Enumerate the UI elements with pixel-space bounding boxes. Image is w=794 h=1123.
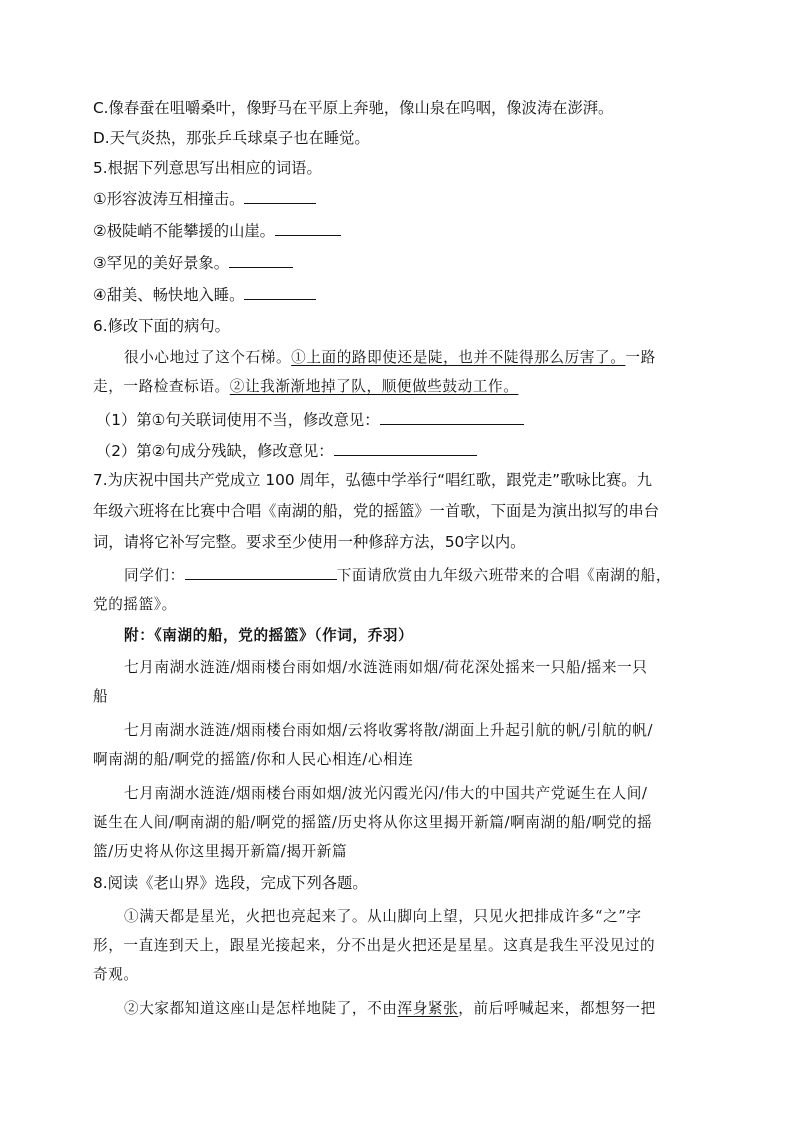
sub-question-text: （1）第①句关联词使用不当，修改意见： (96, 411, 380, 429)
lyric-line: 啊南湖的船/啊党的摇篮/你和人民心相连/心相连 (93, 751, 414, 768)
q8-prompt: 8.阅读《老山界》选段，完成下列各题。 (93, 874, 368, 892)
passage-text: 走，一路检查标语。 (93, 378, 230, 395)
answer-blank[interactable] (185, 565, 337, 580)
q8-para-1-line: 形，一直连到天上，跟星光接起来，分不出是火把还是星星。这真是我生平没见过的 (93, 937, 656, 954)
passage-text: 一路 (625, 349, 656, 366)
lyric-line: 篮/历史将从你这里揭开新篇/揭开新篇 (93, 843, 348, 860)
answer-blank[interactable] (275, 221, 341, 236)
sub-question-text: （2）第②句成分残缺，修改意见： (96, 442, 334, 460)
q7-host-line-1 (124, 565, 671, 587)
q8-para-2-line (124, 998, 656, 1020)
q4-option-c: C.像春蚕在咀嚼桑叶，像野马在平原上奔驰，像山泉在呜咽，像波涛在澎湃。 (93, 99, 614, 117)
underlined-phrase: 浑身紧张 (397, 1000, 459, 1017)
q5-item-text: ①形容波涛互相撞击。 (93, 190, 245, 208)
lyric-line: 七月南湖水涟涟/烟雨楼台雨如烟/波光闪霞光闪/伟大的中国共产党诞生在人间/ (124, 785, 648, 802)
q7-appendix-title: 附：《南湖的船，党的摇篮》（作词，乔羽） (124, 627, 414, 644)
lyric-line: 七月南湖水涟涟/烟雨楼台雨如烟/水涟涟雨如烟/荷花深处摇来一只船/摇来一只 (124, 659, 648, 676)
q5-item-text: ③罕见的美好景象。 (93, 254, 230, 272)
host-text: 同学们： (124, 567, 185, 584)
lyric-line: 诞生在人间/啊南湖的船/啊党的摇篮/历史将从你这里揭开新篇/啊南湖的船/啊党的摇 (93, 814, 653, 831)
q8-para-1-line: ①满天都是星光，火把也亮起来了。从山脚向上望，只见火把排成许多“之”字 (124, 908, 642, 925)
q8-para-1-line: 奇观。 (93, 966, 139, 983)
q5-item-4 (93, 284, 316, 306)
answer-blank[interactable] (334, 441, 477, 456)
q5-prompt: 5.根据下列意思写出相应的词语。 (93, 159, 322, 177)
answer-blank[interactable] (244, 189, 316, 204)
answer-blank[interactable] (244, 285, 316, 300)
q5-item-text: ④甜美、畅快地入睡。 (93, 286, 245, 304)
passage-text: 很小心地过了这个石梯。 (124, 349, 292, 366)
faulty-sentence-2: ②让我渐渐地掉了队，顺便做些鼓动工作。 (229, 378, 519, 395)
q6-sub-1 (96, 409, 524, 431)
passage-text: ，前后呼喊起来，都想努一把 (458, 1000, 656, 1017)
passage-text: ②大家都知道这座山是怎样地陡了，不由 (124, 1000, 398, 1017)
q5-item-2 (93, 220, 341, 242)
q7-host-line-2: 党的摇篮》。 (93, 596, 177, 613)
host-text: 下面请欣赏由九年级六班带来的合唱《南湖的船， (336, 567, 672, 584)
answer-blank[interactable] (380, 410, 524, 425)
q5-item-text: ②极陡峭不能攀援的山崖。 (93, 222, 275, 240)
lyric-line: 船 (93, 688, 109, 705)
q5-item-1 (93, 188, 316, 210)
q7-prompt-line-3: 词，请将它补写完整。要求至少使用一种修辞方法，50字以内。 (93, 533, 526, 551)
q5-item-3 (93, 252, 293, 274)
q7-prompt-line-1: 7.为庆祝中国共产党成立 100 周年，弘德中学举行“唱红歌，跟党走”歌咏比赛。九 (93, 471, 652, 489)
q6-sub-2 (96, 440, 477, 462)
q6-prompt: 6.修改下面的病句。 (93, 317, 230, 335)
answer-blank[interactable] (229, 253, 293, 268)
faulty-sentence-1: ①上面的路即使还是陡，也并不陡得那么厉害了。 (291, 349, 626, 366)
q6-passage-line-1 (124, 347, 656, 369)
q4-option-d: D.天气炎热，那张乒乓球桌子也在睡觉。 (93, 129, 370, 147)
lyric-line: 七月南湖水涟涟/烟雨楼台雨如烟/云将收雾将散/湖面上升起引航的帆/引航的帆/ (124, 722, 653, 739)
q7-prompt-line-2: 年级六班将在比赛中合唱《南湖的船，党的摇篮》一首歌，下面是为演出拟写的串台 (93, 502, 659, 520)
q6-passage-line-2 (93, 376, 518, 398)
